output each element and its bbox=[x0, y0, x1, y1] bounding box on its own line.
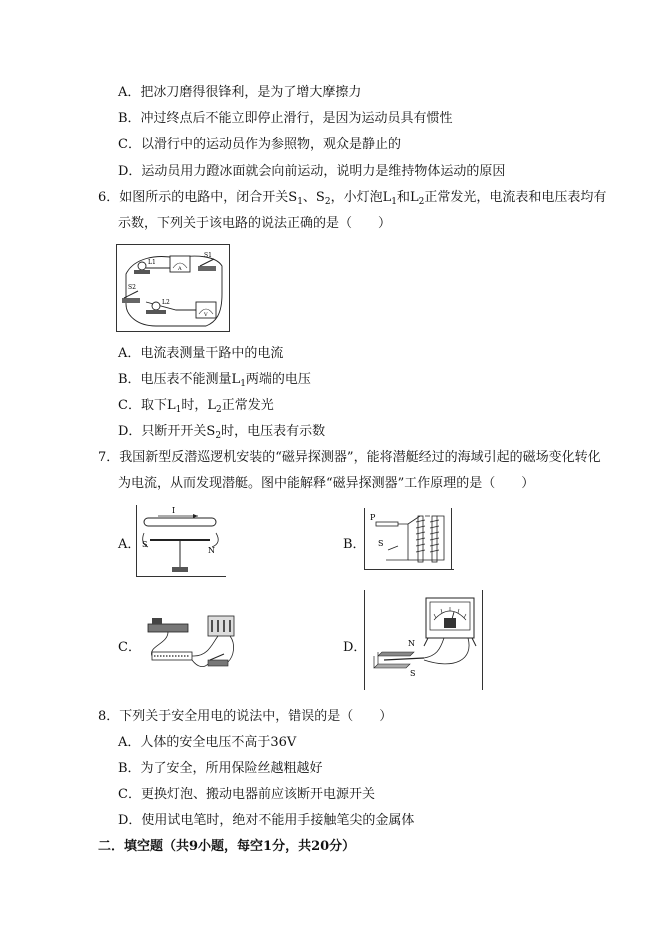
fig-label-l1: L1 bbox=[148, 259, 156, 266]
q7-label-a: A． bbox=[118, 537, 141, 552]
q8-option-d: D．使用试电笔时，绝对不能用手接触笔尖的金属体 bbox=[118, 813, 415, 828]
q6-circuit-figure bbox=[116, 244, 230, 332]
q7-stem-line2: 为电流，从而发现潜艇。图中能解释“磁异探测器”工作原理的是（ ） bbox=[118, 476, 535, 491]
fig-a-current-label: I bbox=[172, 506, 176, 515]
q5-option-d: D．运动员用力蹬冰面就会向前运动，说明力是维持物体运动的原因 bbox=[118, 164, 506, 179]
q6-stem-line1: 6．如图所示的电路中，闭合开关$S_1$、$S_2$，小灯泡$L_1$和$L_2$正常发光，电流表和电压表均有 bbox=[98, 190, 607, 207]
fig-d-s-label: S bbox=[410, 669, 416, 678]
fig-label-v: V bbox=[204, 312, 208, 318]
fig-d-n-label: N bbox=[408, 639, 415, 648]
q6-option-c: C．取下$L_1$时，$L_2$正常发光 bbox=[118, 398, 274, 415]
q7-figure-a bbox=[136, 503, 226, 577]
q6-stem-line2: 示数，下列关于该电路的说法正确的是（ ） bbox=[118, 216, 392, 231]
fig-label-s1: S1 bbox=[204, 252, 212, 259]
q5-option-a: A．把冰刀磨得很锋利，是为了增大摩擦力 bbox=[118, 85, 362, 100]
q7-label-c: C． bbox=[118, 640, 141, 655]
q6-option-d: D．只断开开关$S_2$时，电压表有示数 bbox=[118, 424, 326, 441]
q8-option-a: A．人体的安全电压不高于36V bbox=[118, 735, 297, 750]
fig-label-l2: L2 bbox=[162, 299, 170, 306]
q7-figure-b bbox=[364, 508, 454, 570]
fig-a-s-label: S bbox=[142, 540, 148, 549]
q7-stem-line1: 7．我国新型反潜巡逻机安装的“磁异探测器”，能将潜艇经过的海域引起的磁场变化转化 bbox=[98, 450, 601, 465]
q5-option-b: B．冲过终点后不能立即停止滑行，是因为运动员具有惯性 bbox=[118, 111, 453, 126]
q8-option-b: B．为了安全，所用保险丝越粗越好 bbox=[118, 761, 323, 776]
q7-figure-d bbox=[364, 590, 484, 690]
q5-option-c: C．以滑行中的运动员作为参照物，观众是静止的 bbox=[118, 137, 401, 152]
fig-label-s2: S2 bbox=[128, 284, 136, 291]
q7-figure-c bbox=[138, 610, 238, 676]
q6-option-b: B．电压表不能测量$L_1$两端的电压 bbox=[118, 372, 311, 389]
q7-label-b: B． bbox=[343, 537, 366, 552]
section-2-heading: 二．填空题（共9小题，每空1分，共20分） bbox=[98, 839, 356, 854]
fig-b-p-label: P bbox=[370, 513, 376, 522]
q6-option-a: A．电流表测量干路中的电流 bbox=[118, 346, 284, 361]
fig-b-s-label: S bbox=[378, 539, 384, 548]
q8-stem: 8．下列关于安全用电的说法中，错误的是（ ） bbox=[98, 709, 393, 724]
q7-label-d: D． bbox=[343, 640, 367, 655]
fig-label-a: A bbox=[178, 266, 182, 272]
fig-a-n-label: N bbox=[208, 546, 215, 555]
q8-option-c: C．更换灯泡、搬动电器前应该断开电源开关 bbox=[118, 787, 375, 802]
